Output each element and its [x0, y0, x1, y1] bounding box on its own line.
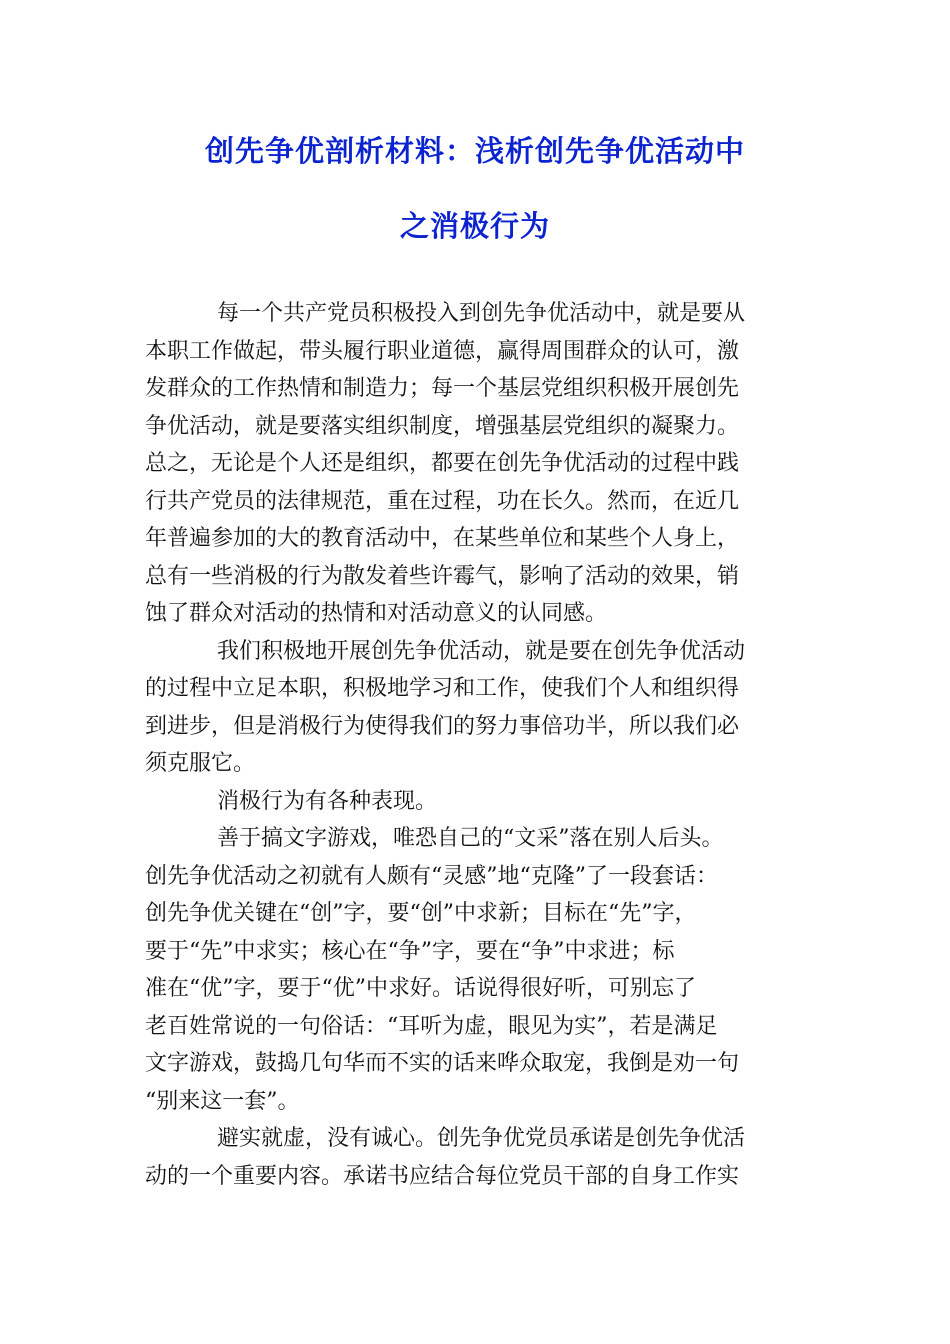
body-line: 文字游戏，鼓捣几句华而不实的话来哗众取宠，我倒是劝一句 — [145, 1051, 740, 1076]
body-line: 总之，无论是个人还是组织，都要在创先争优活动的过程中践 — [145, 451, 740, 476]
document-title-line-1: 创先争优剖析材料：浅析创先争优活动中 — [204, 134, 745, 168]
body-line: 创先争优关键在“创”字，要“创”中求新；目标在“先”字， — [145, 901, 697, 926]
body-line: 每一个共产党员积极投入到创先争优活动中，就是要从 — [217, 301, 746, 326]
body-line: 的过程中立足本职，积极地学习和工作，使我们个人和组织得 — [145, 676, 740, 701]
body-line: 老百姓常说的一句俗话：“耳听为虚，眼见为实”，若是满足 — [145, 1013, 718, 1039]
body-line: 须克服它。 — [145, 751, 256, 776]
body-line: 要于“先”中求实；核心在“争”字，要在“争”中求进；标 — [145, 938, 675, 964]
body-line: 创先争优活动之初就有人颇有“灵感”地“克隆”了一段套话： — [145, 863, 718, 889]
body-line: 准在“优”字，要于“优”中求好。话说得很好听，可别忘了 — [145, 976, 696, 1001]
body-line: 动的一个重要内容。承诺书应结合每位党员干部的自身工作实 — [145, 1163, 740, 1189]
body-line: 年普遍参加的大的教育活动中，在某些单位和某些个人身上， — [145, 526, 740, 551]
body-line: 争优活动，就是要落实组织制度，增强基层党组织的凝聚力。 — [145, 413, 740, 439]
body-line: 到进步，但是消极行为使得我们的努力事倍功半，所以我们必 — [145, 713, 740, 739]
body-line: 总有一些消极的行为散发着些许霉气，影响了活动的效果，销 — [145, 563, 740, 589]
body-line: 我们积极地开展创先争优活动，就是要在创先争优活动 — [217, 638, 746, 664]
body-line: “别来这一套”。 — [145, 1088, 300, 1114]
body-line: 发群众的工作热情和制造力；每一个基层党组织积极开展创先 — [145, 376, 740, 401]
body-line: 避实就虚，没有诚心。创先争优党员承诺是创先争优活 — [217, 1126, 746, 1151]
document-title-line-2: 之消极行为 — [399, 209, 550, 243]
body-line: 善于搞文字游戏，唯恐自己的“文采”落在别人后头。 — [217, 826, 724, 851]
body-line: 蚀了群众对活动的热情和对活动意义的认同感。 — [145, 601, 608, 626]
body-line: 消极行为有各种表现。 — [217, 788, 438, 814]
document-body — [145, 295, 801, 1195]
body-line: 本职工作做起，带头履行职业道德，赢得周围群众的认可，激 — [145, 338, 740, 364]
body-line: 行共产党员的法律规范，重在过程，功在长久。然而，在近几 — [145, 488, 740, 514]
